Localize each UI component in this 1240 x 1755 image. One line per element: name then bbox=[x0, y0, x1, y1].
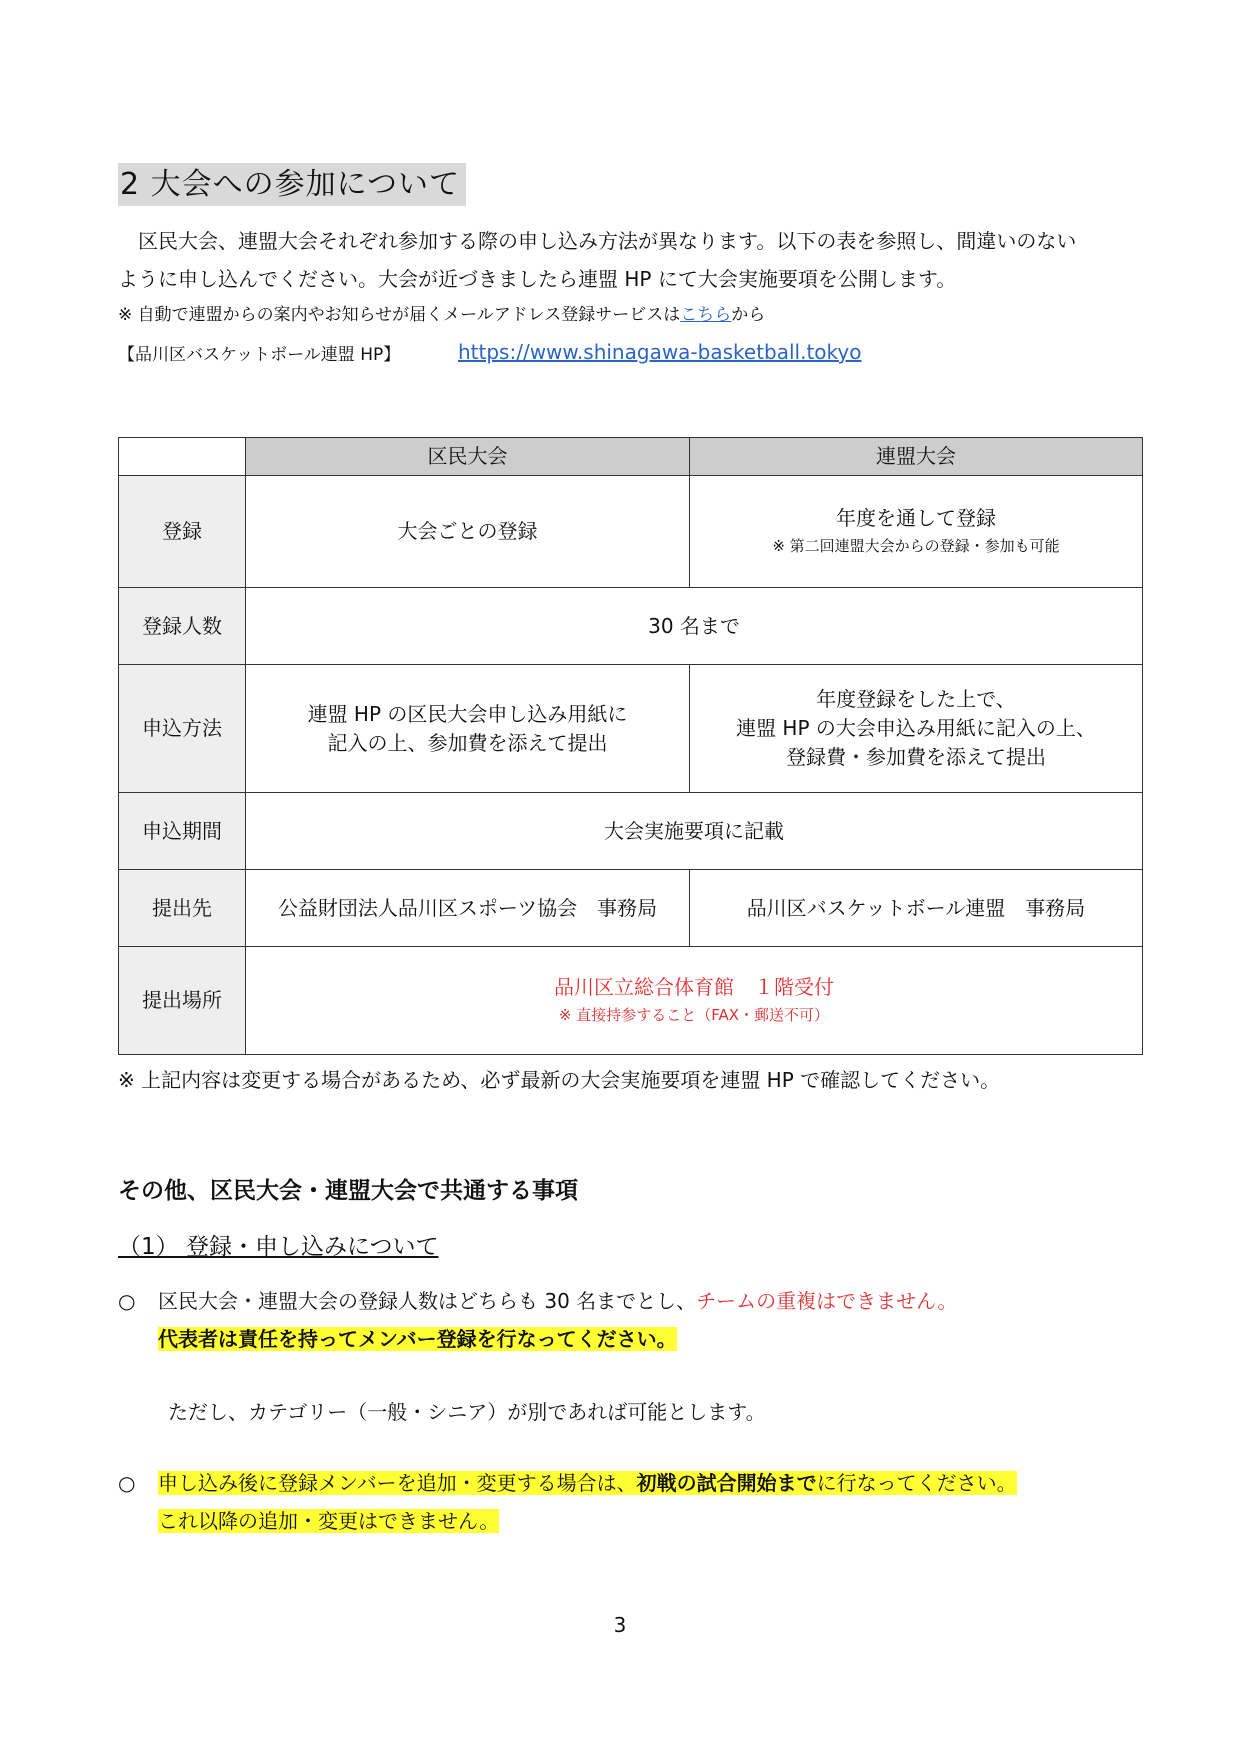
method-renmei-line-3: 登録費・参加費を添えて提出 bbox=[786, 745, 1046, 769]
bullet-circle: ○ bbox=[118, 1289, 136, 1313]
intro-line-2: ように申し込んでください。大会が近づきましたら連盟 HP にて大会実施要項を公開します。 bbox=[118, 267, 957, 291]
row-label-place: 提出場所 bbox=[119, 947, 246, 1055]
intro-paragraph bbox=[118, 222, 1128, 298]
page-number: 3 bbox=[613, 1613, 627, 1637]
item1-extra-line: ただし、カテゴリー（一般・シニア）が別であれば可能とします。 bbox=[168, 1400, 766, 1424]
hp-url-link[interactable]: https://www.shinagawa-basketball.tokyo bbox=[458, 340, 862, 364]
method-renmei-line-2: 連盟 HP の大会申込み用紙に記入の上、 bbox=[736, 716, 1096, 740]
item1-red-text: チームの重複はできません。 bbox=[696, 1289, 958, 1313]
cell-method-kumin bbox=[246, 665, 690, 793]
list-item bbox=[118, 1464, 1017, 1540]
place-value-text: 品川区立総合体育館 １階受付 bbox=[554, 975, 834, 999]
table-row bbox=[119, 476, 1143, 588]
mail-service-note bbox=[118, 300, 765, 325]
cell-destination-renmei: 品川区バスケットボール連盟 事務局 bbox=[690, 870, 1143, 947]
mail-note-suffix: から bbox=[731, 305, 766, 325]
cell-count-value: 30 名まで bbox=[246, 588, 1143, 665]
table-row bbox=[119, 870, 1143, 947]
table-corner-cell bbox=[119, 438, 246, 476]
table-row bbox=[119, 947, 1143, 1055]
registration-renmei-text: 年度を通して登録 bbox=[836, 506, 996, 530]
col-header-renmei: 連盟大会 bbox=[690, 438, 1143, 476]
method-kumin-line-2: 記入の上、参加費を添えて提出 bbox=[327, 730, 608, 755]
item2-line-2: これ以降の追加・変更はできません。 bbox=[158, 1509, 500, 1533]
cell-registration-renmei bbox=[690, 476, 1143, 588]
mail-service-link[interactable]: こちら bbox=[680, 305, 732, 325]
table-row bbox=[119, 665, 1143, 793]
place-value-note: ※ 直接持参すること（FAX・郵送不可） bbox=[558, 1006, 830, 1024]
method-renmei-line-1: 年度登録をした上で、 bbox=[816, 687, 1016, 711]
registration-renmei-note: ※ 第二回連盟大会からの登録・参加も可能 bbox=[772, 537, 1060, 555]
table-row bbox=[119, 588, 1143, 665]
row-label-destination: 提出先 bbox=[119, 870, 246, 947]
cell-registration-kumin: 大会ごとの登録 bbox=[246, 476, 690, 588]
item2-part1: 申し込み後に登録メンバーを追加・変更する場合は、 bbox=[158, 1471, 637, 1495]
cell-place-value bbox=[246, 947, 1143, 1055]
tournament-comparison-table bbox=[118, 437, 1143, 1055]
row-label-count: 登録人数 bbox=[119, 588, 246, 665]
cell-method-renmei bbox=[690, 665, 1143, 793]
list-item bbox=[118, 1282, 957, 1358]
item1-highlight-text: 代表者は責任を持ってメンバー登録を行なってください。 bbox=[158, 1327, 677, 1351]
row-label-method: 申込方法 bbox=[119, 665, 246, 793]
cell-period-value: 大会実施要項に記載 bbox=[246, 793, 1143, 870]
subsection-heading: （1） 登録・申し込みについて bbox=[118, 1234, 439, 1260]
col-header-kumin: 区民大会 bbox=[246, 438, 690, 476]
table-header-row bbox=[119, 438, 1143, 476]
mail-note-prefix: ※ 自動で連盟からの案内やお知らせが届くメールアドレス登録サービスは bbox=[118, 305, 681, 325]
item2-part2: に行なってください。 bbox=[816, 1471, 1017, 1495]
table-row bbox=[119, 793, 1143, 870]
bullet-circle: ○ bbox=[118, 1471, 136, 1495]
hp-line bbox=[118, 340, 862, 365]
item1-text: 区民大会・連盟大会の登録人数はどちらも 30 名までとし、 bbox=[158, 1289, 697, 1313]
section-heading: 2 大会への参加について bbox=[118, 163, 466, 206]
cell-destination-kumin: 公益財団法人品川区スポーツ協会 事務局 bbox=[246, 870, 690, 947]
item2-bold: 初戦の試合開始まで bbox=[636, 1471, 817, 1495]
method-kumin-line-1: 連盟 HP の区民大会申し込み用紙に bbox=[307, 701, 628, 726]
row-label-registration: 登録 bbox=[119, 476, 246, 588]
hp-label: 【品川区バスケットボール連盟 HP】 bbox=[118, 345, 401, 365]
row-label-period: 申込期間 bbox=[119, 793, 246, 870]
intro-line-1: 区民大会、連盟大会それぞれ参加する際の申し込み方法が異なります。以下の表を参照し、間違いのない bbox=[138, 229, 1077, 253]
after-table-note: ※ 上記内容は変更する場合があるため、必ず最新の大会実施要項を連盟 HP で確認してください。 bbox=[118, 1068, 1001, 1092]
common-heading: その他、区民大会・連盟大会で共通する事項 bbox=[118, 1178, 578, 1204]
